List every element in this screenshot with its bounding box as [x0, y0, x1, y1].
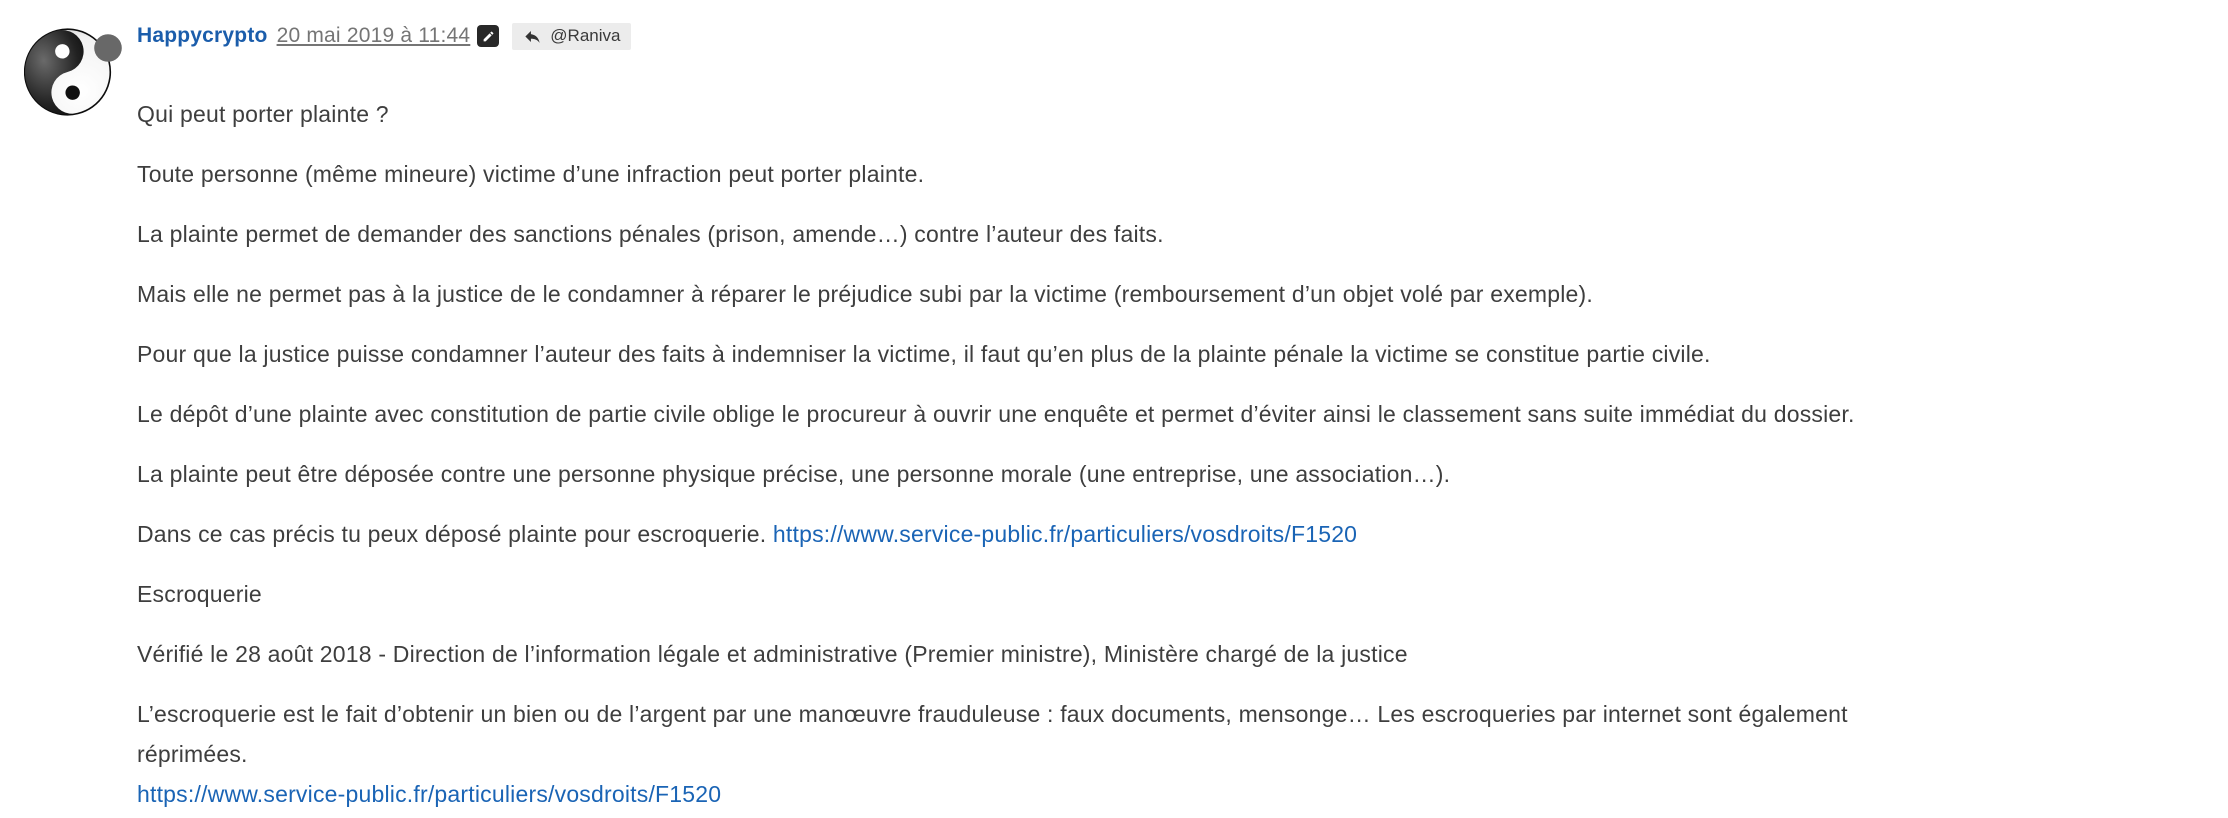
- post-paragraph: Qui peut porter plainte ?: [137, 101, 389, 127]
- pencil-icon: [482, 30, 495, 43]
- post-body: [137, 94, 2208, 814]
- post-header: [137, 22, 2208, 50]
- post-paragraph: [137, 514, 2208, 554]
- post-paragraph: Toute personne (même mineure) victime d’une infraction peut porter plainte.: [137, 161, 925, 187]
- post-paragraph: [137, 694, 2208, 814]
- timestamp-link[interactable]: 20 mai 2019 à 11:44: [276, 24, 471, 47]
- paragraph-text: L’escroquerie est le fait d’obtenir un bien ou de l’argent par une manœuvre frauduleuse : faux documents, mensonge… Les escroqueries par internet sont également: [137, 701, 1848, 727]
- post-paragraph: Le dépôt d’une plainte avec constitution de partie civile oblige le procureur à ouvrir une enquête et permet d’éviter ainsi le classement sans suite immédiat du dossier.: [137, 401, 1855, 427]
- avatar[interactable]: [24, 26, 128, 122]
- yin-yang-avatar-icon: [24, 26, 128, 122]
- post-paragraph: Vérifié le 28 août 2018 - Direction de l’information légale et administrative (Premier ministre), Ministère chargé de la justice: [137, 641, 1408, 667]
- service-public-link[interactable]: https://www.service-public.fr/particuliers/vosdroits/F1520: [137, 781, 722, 807]
- paragraph-text: réprimées.: [137, 741, 248, 767]
- service-public-link[interactable]: https://www.service-public.fr/particuliers/vosdroits/F1520: [772, 521, 1358, 547]
- author-link[interactable]: Happycrypto: [137, 24, 268, 47]
- post-paragraph: La plainte peut être déposée contre une personne physique précise, une personne morale (une entreprise, une association…).: [137, 461, 1451, 487]
- reply-target-label: @Raniva: [550, 26, 621, 45]
- post-paragraph: Mais elle ne permet pas à la justice de le condamner à réparer le préjudice subi par la victime (remboursement d’un objet volé par exemple).: [137, 281, 1593, 307]
- post-paragraph: Pour que la justice puisse condamner l’auteur des faits à indemniser la victime, il faut qu’en plus de la plainte pénale la victime se constitue partie civile.: [137, 341, 1711, 367]
- reply-badge[interactable]: [512, 23, 631, 50]
- paragraph-text: Dans ce cas précis tu peux déposé plainte pour escroquerie.: [137, 521, 773, 547]
- gray-circle-badge-icon: [94, 34, 122, 62]
- edit-button[interactable]: [477, 25, 499, 47]
- post-paragraph: La plainte permet de demander des sanctions pénales (prison, amende…) contre l’auteur des faits.: [137, 221, 1164, 247]
- post-paragraph: Escroquerie: [137, 581, 262, 607]
- reply-arrow-icon: [523, 27, 542, 46]
